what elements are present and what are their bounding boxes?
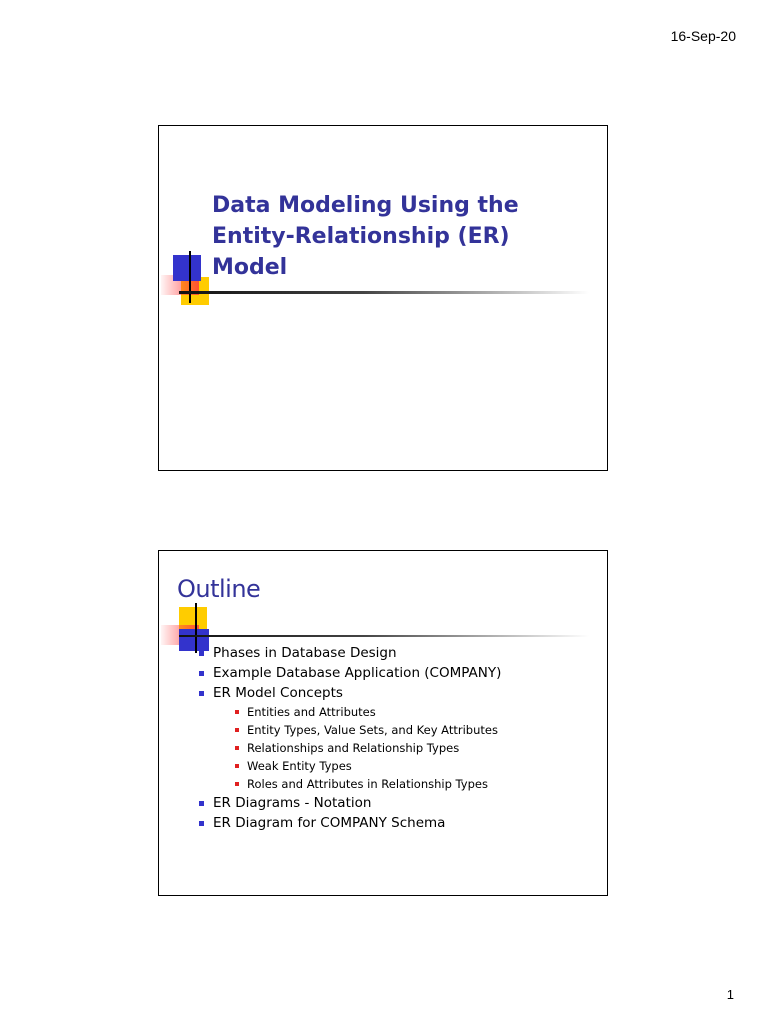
title-divider <box>179 291 589 294</box>
list-item-label: ER Diagrams - Notation <box>213 795 372 811</box>
title-line: Entity-Relationship (ER) <box>212 224 510 249</box>
list-item <box>197 643 597 663</box>
list-item-label: Example Database Application (COMPANY) <box>213 665 502 681</box>
square-bullet-icon <box>235 746 239 750</box>
square-bullet-icon <box>235 782 239 786</box>
square-bullet-icon <box>199 691 204 696</box>
list-item-label: Phases in Database Design <box>213 645 397 661</box>
list-item-label: ER Model Concepts <box>213 685 343 701</box>
print-date: 16-Sep-20 <box>670 28 736 44</box>
list-item <box>197 813 597 833</box>
sub-list-item-label: Entity Types, Value Sets, and Key Attributes <box>247 723 498 737</box>
list-item <box>197 683 597 793</box>
sub-list-item-label: Relationships and Relationship Types <box>247 741 460 755</box>
sub-list-item <box>233 757 597 775</box>
sub-list-item-label: Entities and Attributes <box>247 705 376 719</box>
sub-list <box>213 703 597 793</box>
list-item <box>197 793 597 813</box>
sub-list-item-label: Weak Entity Types <box>247 759 352 773</box>
square-bullet-icon <box>235 710 239 714</box>
sub-list-item <box>233 721 597 739</box>
outline-list <box>197 643 597 833</box>
square-bullet-icon <box>199 801 204 806</box>
square-bullet-icon <box>235 764 239 768</box>
square-bullet-icon <box>199 671 204 676</box>
page-number: 1 <box>726 987 734 1002</box>
list-item <box>197 663 597 683</box>
sub-list-item <box>233 703 597 721</box>
square-bullet-icon <box>235 728 239 732</box>
sub-list-item <box>233 739 597 757</box>
title-line: Data Modeling Using the <box>212 193 519 218</box>
slide-outline <box>158 550 608 896</box>
sub-list-item <box>233 775 597 793</box>
slide-title <box>158 125 608 471</box>
square-bullet-icon <box>199 821 204 826</box>
sub-list-item-label: Roles and Attributes in Relationship Types <box>247 777 488 791</box>
title-line: Model <box>212 255 288 280</box>
list-item-label: ER Diagram for COMPANY Schema <box>213 815 446 831</box>
square-bullet-icon <box>199 651 204 656</box>
slide-ornament <box>159 251 219 311</box>
slide-title-text: Outline <box>177 575 261 603</box>
slide-title-text <box>212 190 572 283</box>
title-divider <box>179 635 589 637</box>
